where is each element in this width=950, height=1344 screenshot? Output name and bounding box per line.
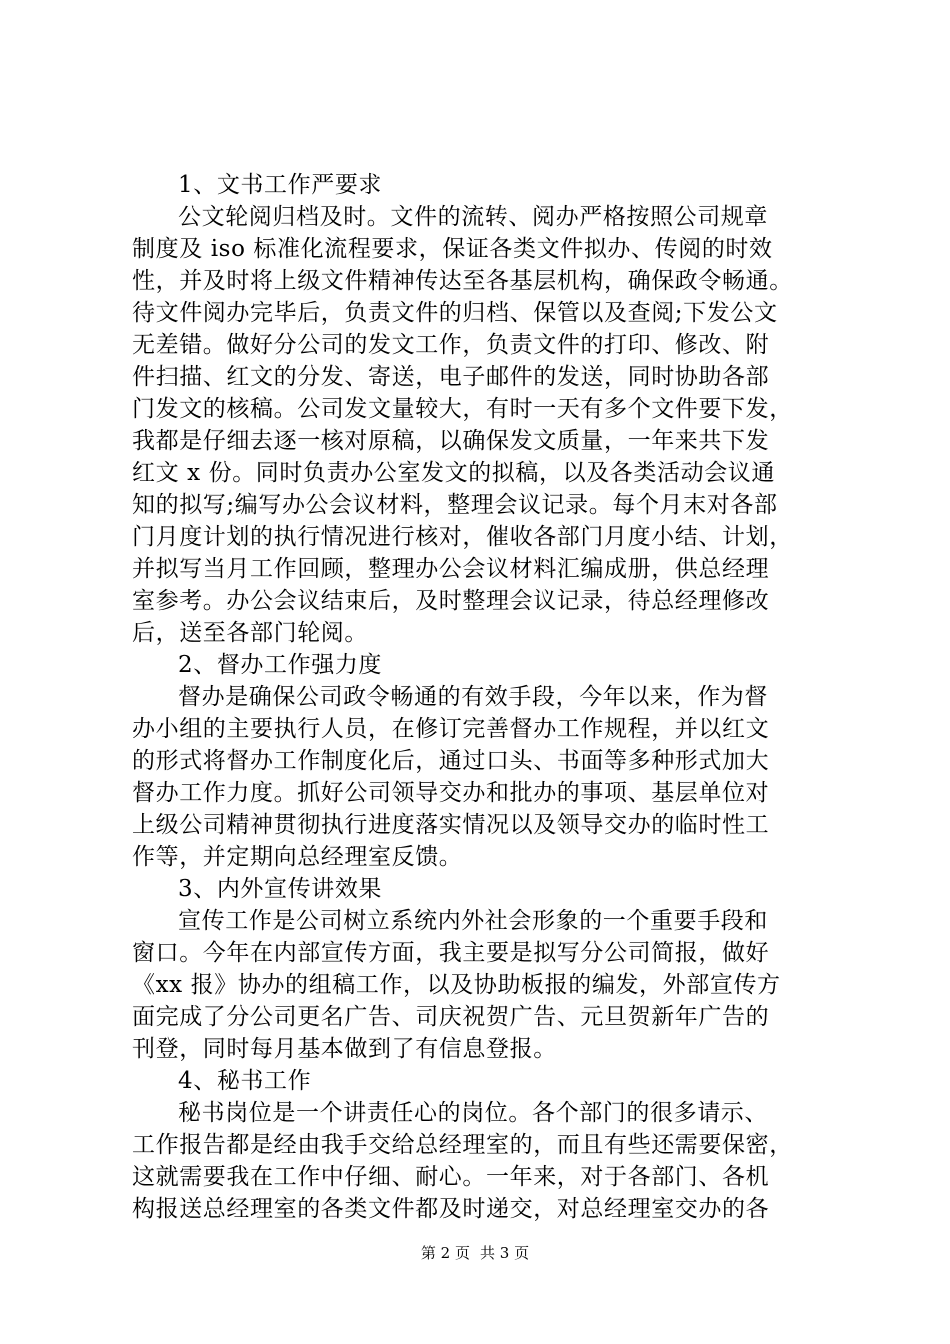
paragraph-line: 制度及 iso 标准化流程要求，保证各类文件拟办、传阅的时效 [132,236,773,262]
paragraph-line: 《xx 报》协办的组稿工作，以及协助板报的编发，外部宣传方 [132,972,781,998]
paragraph-line: 督办工作力度。抓好公司领导交办和批办的事项、基层单位对 [132,780,770,806]
paragraph-line: 秘书岗位是一个讲责任心的岗位。各个部门的很多请示、 [178,1100,768,1126]
paragraph-line: 待文件阅办完毕后，负责文件的归档、保管以及查阅;下发公文 [132,300,778,326]
paragraph-line: 刊登，同时每月基本做到了有信息登报。 [132,1036,557,1062]
section-heading-3: 3、内外宣传讲效果 [178,876,383,902]
page-number: 第 2 页 [420,1244,470,1262]
paragraph-line: 件扫描、红文的分发、寄送，电子邮件的发送，同时协助各部 [132,364,770,390]
paragraph-line: 构报送总经理室的各类文件都及时递交，对总经理室交办的各 [132,1196,770,1222]
document-body [132,169,832,1225]
paragraph-line: 室参考。办公会议结束后，及时整理会议记录，待总经理修改 [132,588,770,614]
paragraph-line: 窗口。今年在内部宣传方面，我主要是拟写分公司简报，做好 [132,940,770,966]
paragraph-line: 红文 x 份。同时负责办公室发文的拟稿，以及各类活动会议通 [132,460,775,486]
section-heading-2: 2、督办工作强力度 [178,652,383,678]
paragraph-line: 并拟写当月工作回顾，整理办公会议材料汇编成册，供总经理 [132,556,770,582]
paragraph-line: 门月度计划的执行情况进行核对，催收各部门月度小结、计划， [132,524,793,550]
paragraph-line: 我都是仔细去逐一核对原稿，以确保发文质量，一年来共下发 [132,428,770,454]
section-heading-1: 1、文书工作严要求 [178,172,383,198]
paragraph-line: 面完成了分公司更名广告、司庆祝贺广告、元旦贺新年广告的 [132,1004,770,1030]
paragraph-line: 工作报告都是经由我手交给总经理室的，而且有些还需要保密， [132,1132,793,1158]
paragraph-line: 无差错。做好分公司的发文工作，负责文件的打印、修改、附 [132,332,770,358]
paragraph-line: 作等，并定期向总经理室反馈。 [132,844,463,870]
paragraph-line: 这就需要我在工作中仔细、耐心。一年来，对于各部门、各机 [132,1164,770,1190]
paragraph-line: 办小组的主要执行人员，在修订完善督办工作规程，并以红文 [132,716,770,742]
section-heading-4: 4、秘书工作 [178,1068,312,1094]
paragraph-line: 督办是确保公司政令畅通的有效手段，今年以来，作为督 [178,684,768,710]
paragraph-line: 宣传工作是公司树立系统内外社会形象的一个重要手段和 [178,908,768,934]
page-total: 共 3 页 [480,1244,530,1262]
paragraph-line: 知的拟写;编写办公会议材料，整理会议记录。每个月末对各部 [132,492,778,518]
page-footer [0,1243,950,1263]
paragraph-line: 后，送至各部门轮阅。 [132,620,368,646]
paragraph-line: 的形式将督办工作制度化后，通过口头、书面等多种形式加大 [132,748,770,774]
paragraph-line: 性，并及时将上级文件精神传达至各基层机构，确保政令畅通。 [132,268,793,294]
paragraph-line: 上级公司精神贯彻执行进度落实情况以及领导交办的临时性工 [132,812,770,838]
paragraph-line: 门发文的核稿。公司发文量较大，有时一天有多个文件要下发， [132,396,793,422]
paragraph-line: 公文轮阅归档及时。文件的流转、阅办严格按照公司规章 [178,204,768,230]
